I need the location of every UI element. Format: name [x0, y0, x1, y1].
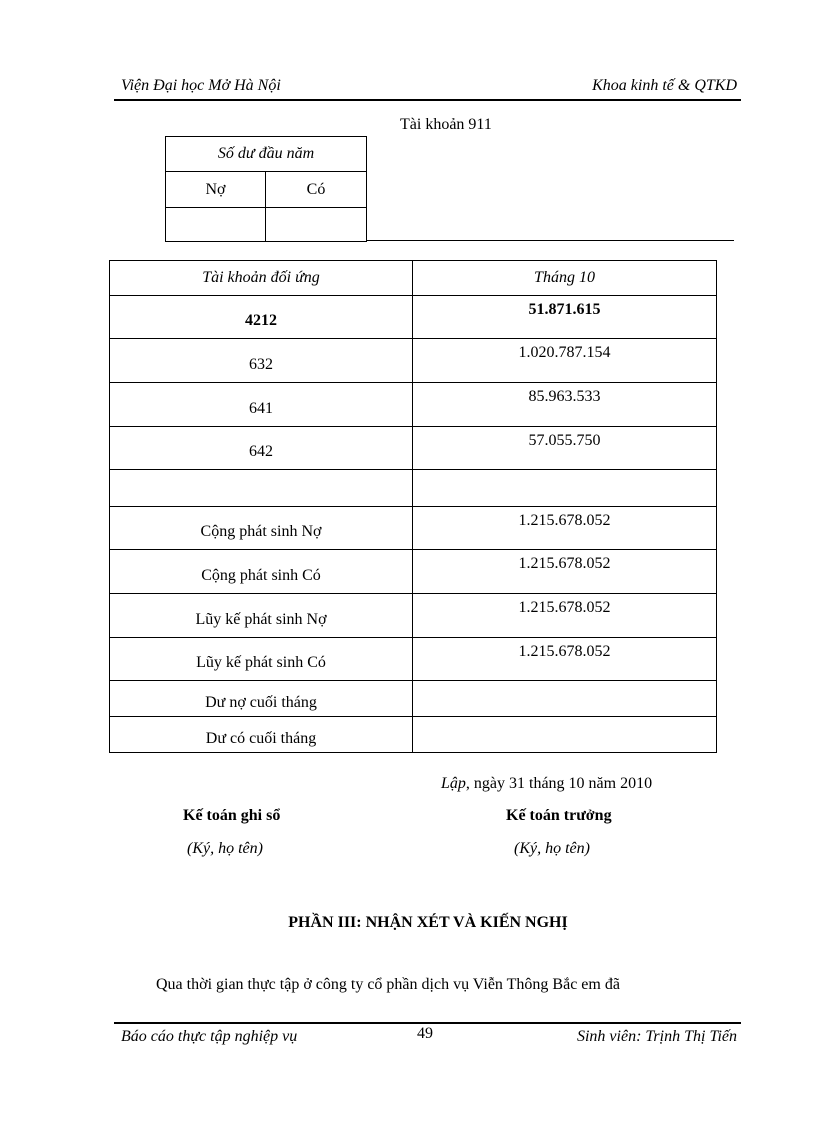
table-row: [110, 383, 717, 427]
row-value: [413, 681, 717, 717]
opening-debit-value: [166, 208, 266, 242]
body-paragraph: Qua thời gian thực tập ở công ty cổ phần dịch vụ Viễn Thông Bắc em đã: [156, 976, 620, 993]
row-value: 1.215.678.052: [413, 507, 717, 550]
opening-balance-table: [165, 136, 367, 242]
row-value: [413, 470, 717, 507]
row-value: 1.215.678.052: [413, 638, 717, 681]
table-row: [110, 507, 717, 550]
col-header-account: Tài khoản đối ứng: [110, 261, 413, 296]
table-row: [110, 427, 717, 470]
table-row: [110, 550, 717, 594]
row-account: Dư nợ cuối tháng: [110, 681, 413, 717]
row-account: Lũy kế phát sinh Có: [110, 638, 413, 681]
footer-rule: [114, 1022, 741, 1024]
account-title: Tài khoản 911: [400, 116, 492, 133]
row-value: 57.055.750: [413, 427, 717, 470]
bookkeeper-sign-note: (Ký, họ tên): [187, 840, 263, 857]
row-value: 51.871.615: [413, 296, 717, 339]
row-value: 85.963.533: [413, 383, 717, 427]
chief-accountant-title: Kế toán trưởng: [506, 807, 612, 824]
section-heading: PHẦN III: NHẬN XÉT VÀ KIẾN NGHỊ: [288, 914, 568, 931]
account-rule: [366, 240, 734, 241]
opening-credit-label: Có: [266, 172, 367, 208]
header-left: Viện Đại học Mở Hà Nội: [121, 77, 281, 94]
place-word: Lập: [441, 775, 466, 792]
bookkeeper-title: Kế toán ghi sổ: [183, 807, 281, 824]
row-account: Cộng phát sinh Có: [110, 550, 413, 594]
row-account: [110, 470, 413, 507]
table-row: [110, 681, 717, 717]
header-rule: [114, 99, 741, 101]
row-account: Cộng phát sinh Nợ: [110, 507, 413, 550]
row-value: 1.215.678.052: [413, 594, 717, 638]
row-account: 632: [110, 339, 413, 383]
place-date-line: [441, 775, 652, 793]
row-account: 642: [110, 427, 413, 470]
date-text: , ngày 31 tháng 10 năm 2010: [465, 775, 653, 792]
footer-right: Sinh viên: Trịnh Thị Tiến: [576, 1028, 737, 1045]
row-account: Dư có cuối tháng: [110, 717, 413, 753]
table-row: [110, 470, 717, 507]
opening-credit-value: [266, 208, 367, 242]
footer-left: Báo cáo thực tập nghiệp vụ: [121, 1028, 298, 1045]
page-number: 49: [417, 1025, 433, 1042]
ledger-table: [109, 260, 717, 753]
row-value: 1.020.787.154: [413, 339, 717, 383]
table-row: [110, 638, 717, 681]
opening-balance-title: Số dư đầu năm: [166, 137, 367, 172]
row-account: 641: [110, 383, 413, 427]
row-account: 4212: [110, 296, 413, 339]
opening-debit-label: Nợ: [166, 172, 266, 208]
chief-accountant-sign-note: (Ký, họ tên): [514, 840, 590, 857]
row-value: 1.215.678.052: [413, 550, 717, 594]
table-row: [110, 339, 717, 383]
row-value: [413, 717, 717, 753]
table-row: [110, 594, 717, 638]
row-account: Lũy kế phát sinh Nợ: [110, 594, 413, 638]
col-header-month: Tháng 10: [413, 261, 717, 296]
table-row: [110, 296, 717, 339]
header-right: Khoa kinh tế & QTKD: [592, 77, 737, 94]
table-row: [110, 717, 717, 753]
